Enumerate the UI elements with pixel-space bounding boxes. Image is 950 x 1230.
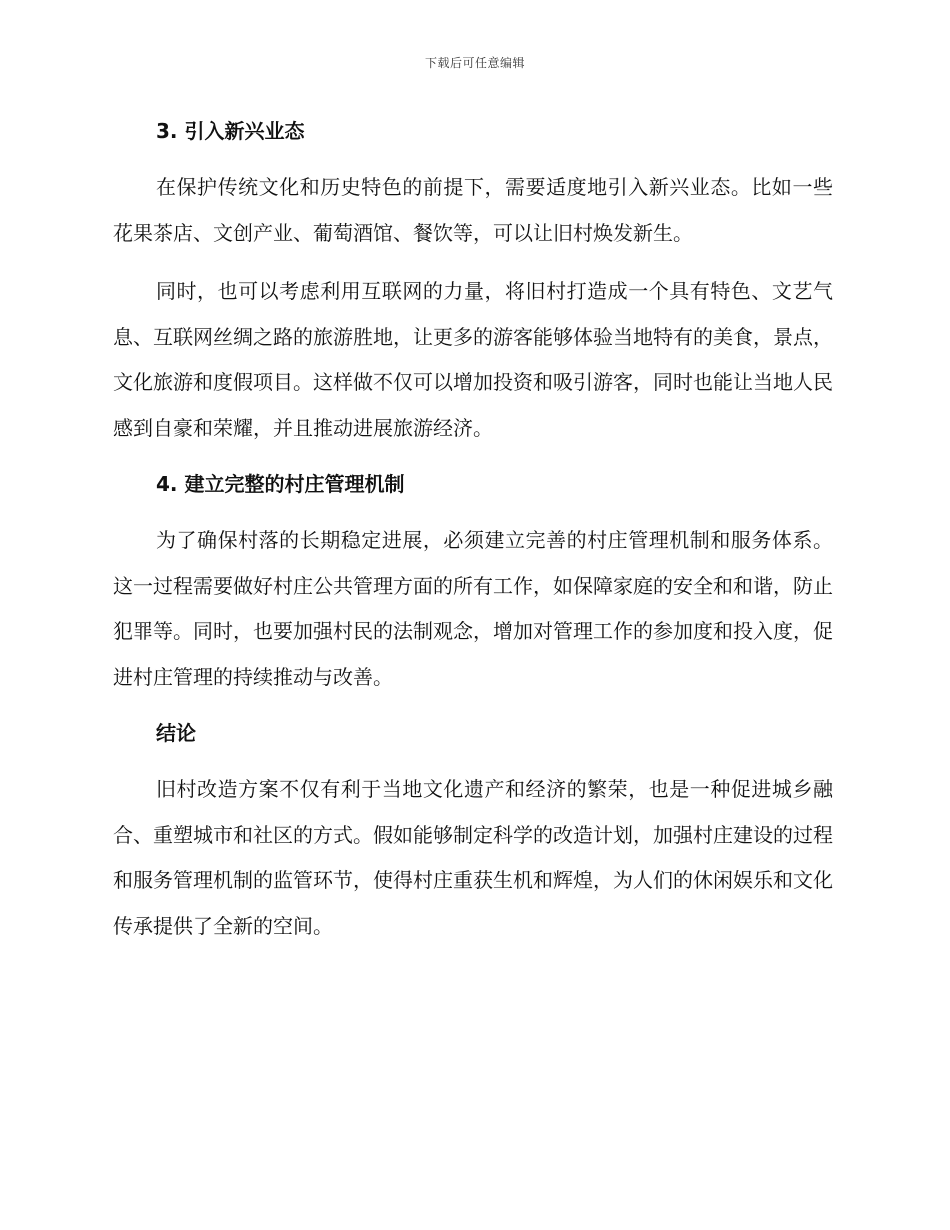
section-heading: 3. 引入新兴业态	[156, 119, 305, 143]
section-heading: 结论	[156, 721, 196, 745]
paragraph: 旧村改造方案不仅有利于当地文化遗产和经济的繁荣，也是一种促进城乡融合、重塑城市和社区的方式。假如能够制定科学的改造计划，加强村庄建设的过程和服务管理机制的监管环节，使得村庄重获生机和辉煌，为人们的休闲娱乐和文化传承提供了全新的空间。	[113, 777, 833, 938]
section-new-business	[113, 111, 833, 451]
paragraph: 在保护传统文化和历史特色的前提下，需要适度地引入新兴业态。比如一些花果茶店、文创产业、葡萄酒馆、餐饮等，可以让旧村焕发新生。	[113, 175, 833, 245]
header-note: 下载后可任意编辑	[424, 56, 525, 70]
paragraph: 同时，也可以考虑利用互联网的力量，将旧村打造成一个具有特色、文艺气息、互联网丝绸之路的旅游胜地，让更多的游客能够体验当地特有的美食，景点，文化旅游和度假项目。这样做不仅可以增加投资和吸引游客，同时也能让当地人民感到自豪和荣耀，并且推动进展旅游经济。	[113, 279, 833, 440]
section-conclusion	[113, 713, 833, 949]
paragraph: 为了确保村落的长期稳定进展，必须建立完善的村庄管理机制和服务体系。这一过程需要做好村庄公共管理方面的所有工作，如保障家庭的安全和和谐，防止犯罪等。同时，也要加强村民的法制观念，增加对管理工作的参加度和投入度，促进村庄管理的持续推动与改善。	[113, 528, 833, 689]
section-management	[113, 464, 833, 700]
document-body	[113, 111, 833, 962]
section-heading: 4. 建立完整的村庄管理机制	[156, 472, 405, 496]
